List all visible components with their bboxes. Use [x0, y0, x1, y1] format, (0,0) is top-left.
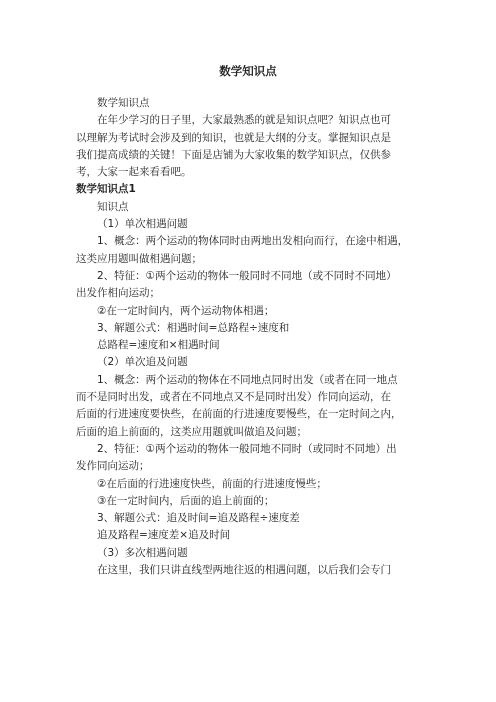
paragraph-line: （3）多次相遇问题	[97, 546, 188, 559]
paragraph-line: 后面的追上前面的，这类应用题就叫做追及问题；	[76, 425, 307, 438]
document-title: 数学知识点	[219, 64, 277, 78]
document-body	[76, 95, 420, 579]
paragraph-line: 出发作相向运动；	[76, 287, 160, 300]
paragraph-line: 我们提高成绩的关键！下面是店铺为大家收集的数学知识点，仅供参	[76, 148, 391, 161]
paragraph-line: ②在后面的行进速度快些，前面的行进速度慢些；	[97, 477, 327, 490]
paragraph-line: 3、解题公式：追及时间=追及路程÷速度差	[97, 512, 300, 525]
paragraph-line: 知识点	[97, 200, 129, 213]
paragraph-line: 在年少学习的日子里，大家最熟悉的就是知识点吧？知识点也可	[97, 114, 391, 127]
paragraph-line: （1）单次相遇问题	[97, 218, 188, 231]
paragraph-line: 这类应用题叫做相遇问题；	[76, 252, 202, 265]
section-heading: 数学知识点1	[76, 183, 136, 196]
paragraph-line: 总路程=速度和×相遇时间	[97, 339, 220, 352]
paragraph-line: 而不是同时出发，或者在不同地点又不是同时出发）作同向运动，在	[76, 391, 391, 404]
paragraph-line: ②在一定时间内，两个运动物体相遇；	[97, 304, 275, 317]
paragraph-line: 3、解题公式：相遇时间=总路程÷速度和	[97, 321, 290, 334]
paragraph-line: 以理解为考试时会涉及到的知识，也就是大纲的分支。掌握知识点是	[76, 131, 391, 144]
paragraph-line: 1、概念：两个运动的物体同时由两地出发相向而行，在途中相遇，	[97, 235, 409, 248]
paragraph-line: 2、特征：①两个运动的物体一般同地不同时（或同时不同地）出	[97, 442, 397, 455]
paragraph-line: ③在一定时间内，后面的追上前面的；	[97, 494, 275, 507]
paragraph-line: 2、特征：①两个运动的物体一般同时不同地（或不同时不同地）	[97, 269, 397, 282]
paragraph-line: 追及路程=速度差×追及时间	[97, 529, 231, 542]
paragraph-line: 数学知识点	[97, 97, 150, 109]
paragraph-line: 后面的行进速度要快些，在前面的行进速度要慢些，在一定时间之内，	[76, 408, 402, 421]
paragraph-line: （2）单次追及问题	[97, 356, 188, 369]
paragraph-line: 考，大家一起来看看吧。	[76, 166, 192, 179]
paragraph-line: 发作同向运动；	[76, 460, 150, 473]
paragraph-line: 1、概念：两个运动的物体在不同地点同时出发（或者在同一地点	[97, 373, 398, 386]
paragraph-line: 在这里，我们只讲直线型两地往返的相遇问题，以后我们会专门	[97, 564, 391, 577]
